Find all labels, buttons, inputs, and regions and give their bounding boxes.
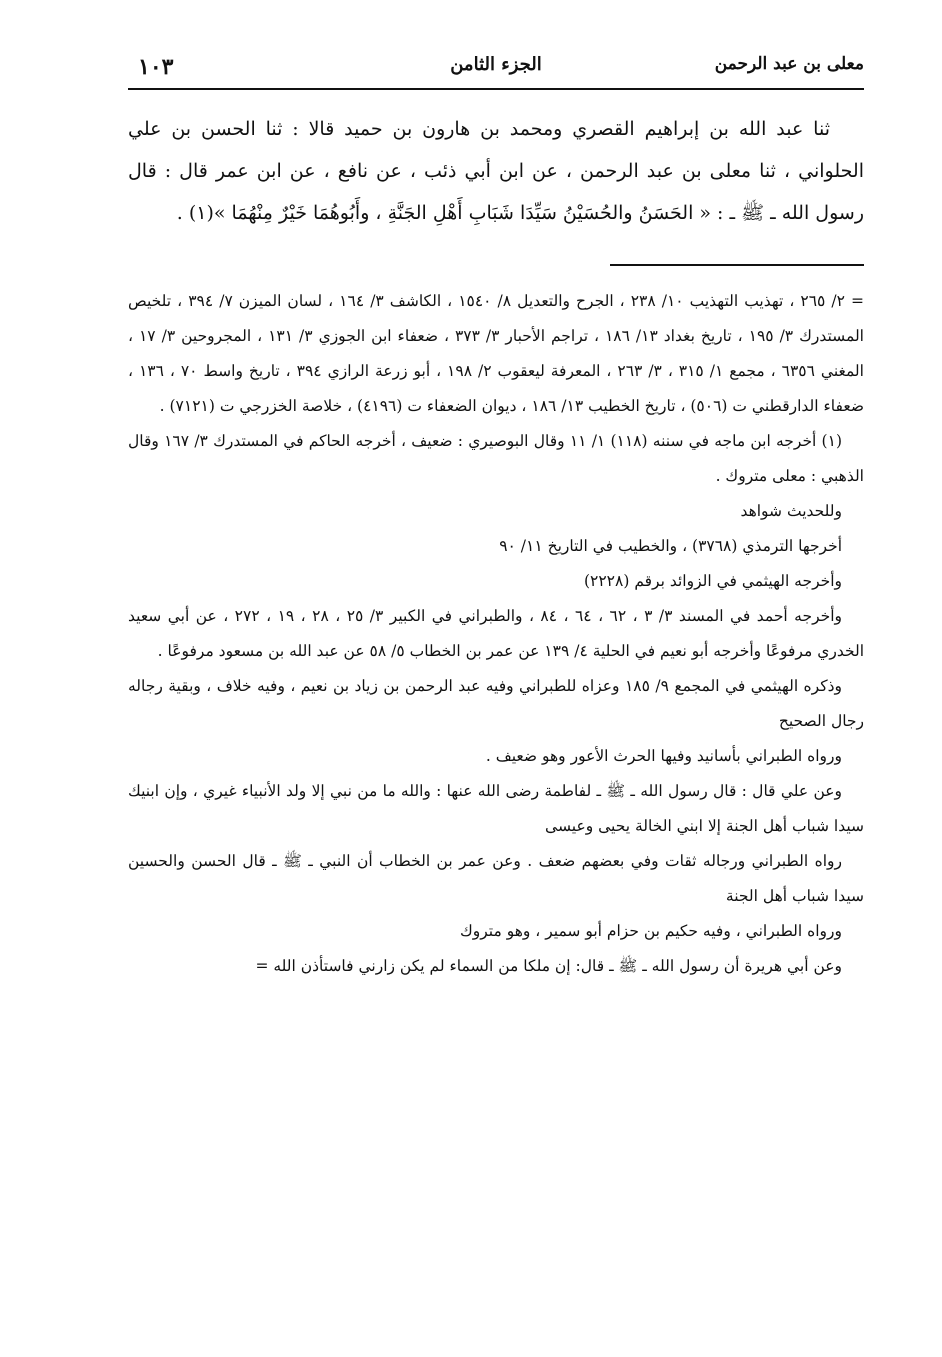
- footnote-paragraph: وذكره الهيثمي في المجمع ٩/ ١٨٥ وعزاه للطبراني وفيه عبد الرحمن بن زياد بن نعيم ، وفيه خلاف ، وبقية رجاله رجال الصحيح: [128, 677, 864, 730]
- footnote-paragraph: وأخرجه أحمد في المسند ٣/ ٣ ، ٦٢ ، ٦٤ ، ٨٤ ، والطبراني في الكبير ٣/ ٢٥ ، ٢٨ ، ١٩ ، ٢٧٢ ، عن أبي سعيد الخدري مرفوعًا وأخرجه أبو نعيم في الحلية ٤/ ١٣٩ عن عمر بن الخطاب ٥/ ٥٨ عن عبد الله بن مسعود مرفوعًا .: [128, 607, 864, 660]
- footnote-paragraph: وعن علي قال : قال رسول الله ـ ﷺ ـ لفاطمة رضى الله عنها : والله ما من نبي إلا ولد الأنبياء غيري ، وإن ابنيك سيدا شباب أهل الجنة إلا ابني الخالة يحيى وعيسى: [128, 782, 864, 835]
- footnote-paragraph: وللحديث شواهد: [740, 502, 842, 520]
- page-number: ١٠٣: [138, 54, 174, 80]
- footnote-paragraph: = ٢/ ٢٦٥ ، تهذيب التهذيب ١٠/ ٢٣٨ ، الجرح والتعديل ٨/ ١٥٤٠ ، الكاشف ٣/ ١٦٤ ، لسان الميزن ٧/ ٣٩٤ ، تلخيص المستدرك ٣/ ١٩٥ ، تاريخ بغداد ١٣/ ١٨٦ ، تراجم الأحبار ٣/ ٣٧٣ ، ضعفاء ابن الجوزي ٣/ ١٣١ ، المجروحين ٣/ ١٧ ، المغني ٦٣٥٦ ، مجمع ١/ ٣١٥ ، ٣/ ٢٦٣ ، المعرفة ليعقوب ٢/ ١٩٨ ، أبو زرعة الرازي ٣٩٤ ، تاريخ واسط ٧٠ ، ١٣٦ ، ضعفاء الدارقطني ت (٥٠٦) ، تاريخ الخطيب ١٣/ ١٨٦ ، ديوان الضعفاء ت (٤١٩٦) ، خلاصة الخزرجي ت (٧١٢١) .: [128, 292, 865, 415]
- footnote-paragraph: وعن أبي هريرة أن رسول الله ـ ﷺ ـ قال: إن ملكا من السماء لم يكن زارني فاستأذن الله =: [255, 957, 842, 975]
- running-head-author: معلى بن عبد الرحمن: [714, 54, 864, 74]
- page-header: [128, 48, 864, 90]
- hadith-main-text: ثنا عبد الله بن إبراهيم القصري ومحمد بن هارون بن حميد قالا : ثنا الحسن بن علي الحلواني ، ثنا معلى بن عبد الرحمن ، عن ابن أبي ذئب ، عن نافع ، عن ابن عمر قال : قال رسول الله ـ ﷺ ـ : « الحَسَنُ والحُسَيْنُ سَيِّدَا شَبَابِ أَهْلِ الجَنَّةِ ، وأَبُوهُمَا خَيْرٌ مِنْهُمَا »(١) .: [128, 118, 864, 224]
- book-page: [128, 48, 864, 1318]
- footnote-separator: [610, 264, 864, 266]
- footnote-paragraph: أخرجها الترمذي (٣٧٦٨) ، والخطيب في التاريخ ١١/ ٩٠: [499, 537, 842, 555]
- footnote-paragraph: (١) أخرجه ابن ماجه في سننه (١١٨) ١/ ١١ وقال البوصيري : ضعيف ، أخرجه الحاكم في المستدرك ٣/ ١٦٧ وقال الذهبي : معلى متروك .: [128, 432, 864, 485]
- footnote-paragraph: رواه الطبراني ورجاله ثقات وفي بعضهم ضعف . وعن عمر بن الخطاب أن النبي ـ ﷺ ـ قال الحسن والحسين سيدا شباب أهل الجنة: [128, 852, 864, 905]
- footnote-paragraph: ورواه الطبراني بأسانيد وفيها الحرث الأعور وهو ضعيف .: [485, 747, 842, 765]
- running-head-volume: الجزء الثامن: [450, 54, 542, 75]
- footnote-paragraph: وأخرجه الهيثمي في الزوائد برقم (٢٢٢٨): [583, 572, 842, 590]
- footnotes: [128, 284, 864, 984]
- footnote-paragraph: ورواه الطبراني ، وفيه حكيم بن حزام أبو سمير ، وهو متروك: [459, 922, 842, 940]
